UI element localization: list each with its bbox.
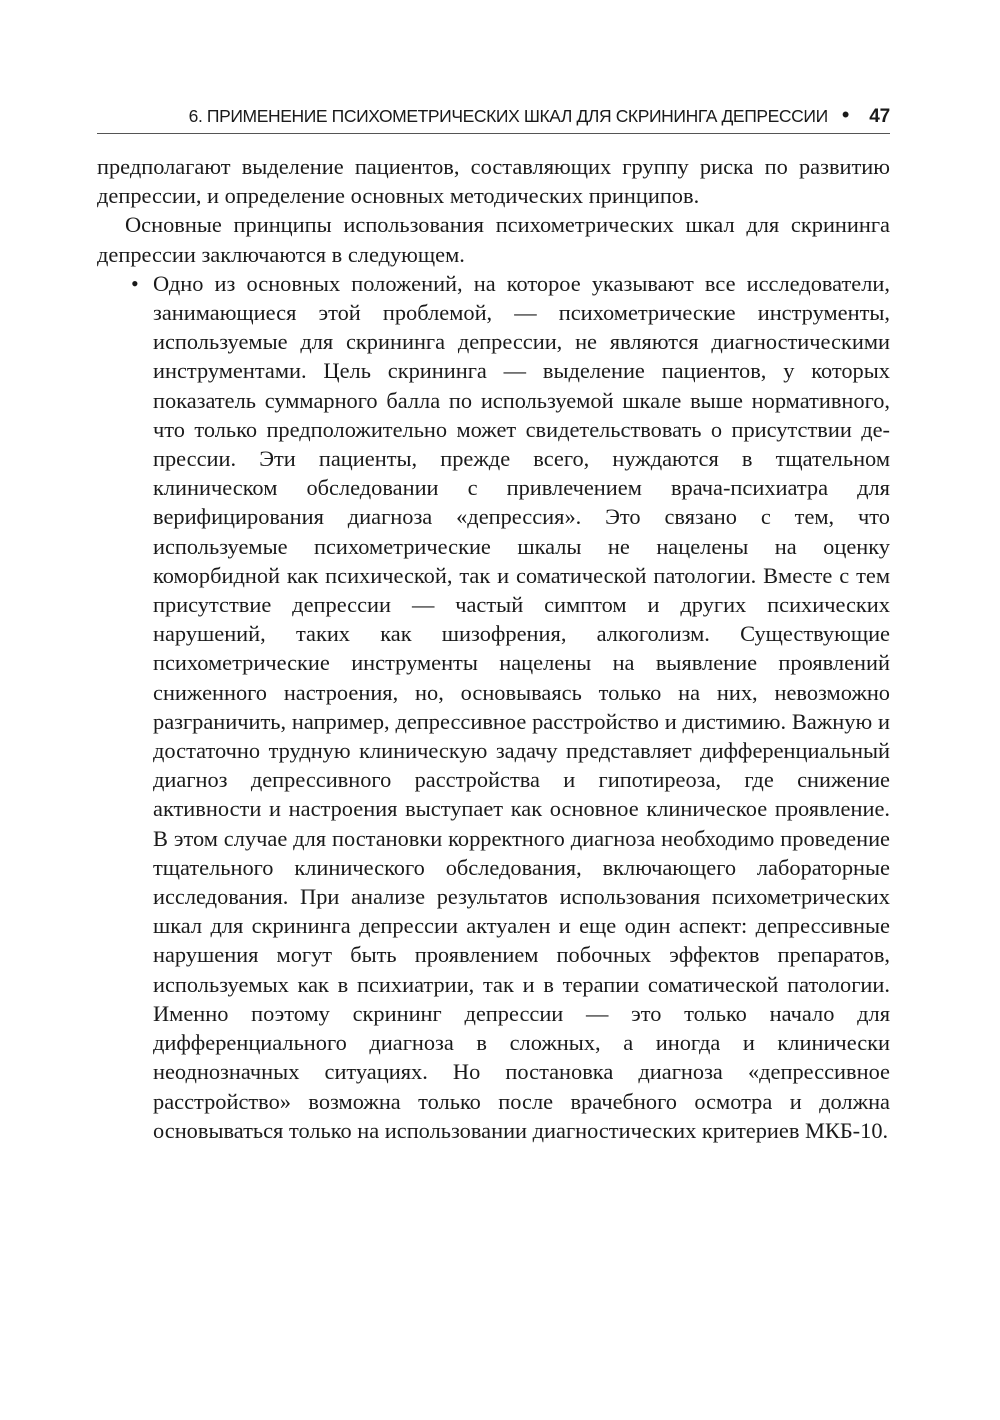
page-body	[97, 152, 890, 1145]
list-item-text: Одно из основных положений, на которое указывают все исследователи, занимающиеся этой проблемой, — психометрические инструменты, используемые для скрининга депрессии, не являются диагностическими инструментами. Цель скрининга — выделение пациентов, у которых показатель суммарного балла по используемой шкале выше нормативного, что только предположительно может свидетельствовать о присутствии депрессии. Эти пациенты, прежде всего, нуждаются в тщательном клиническом обследовании с привлечением врача-психиатра для верифицирования диагноза «депрессия». Это связано с тем, что используемые психометрические шкалы не нацелены на оценку коморбидной как психической, так и соматической патологии. Вместе с тем присутствие депрессии — частый симптом и других психических нарушений, таких как шизофрения, алкоголизм. Существующие психометрические инструменты нацелены на выявление проявлений сниженного настроения, но, основываясь только на них, невозможно разграничить, например, депрессивное расстройство и дистимию. Важную и достаточно трудную клиническую задачу представляет дифференциальный диагноз депрессивного расстройства и гипотиреоза, где снижение активности и настроения выступает как основное клиническое проявление. В этом случае для постановки корректного диагноза необходимо проведение тщательного клинического обследования, включающего лабораторные исследования. При анализе результатов использования психометрических шкал для скрининга депрессии актуален и еще один аспект: депрессивные нарушения могут быть проявлением побочных эффектов препаратов, используемых как в психиатрии, так и в терапии соматической патологии. Именно поэтому скрининг депрессии — это только начало для дифференциального диагноза в сложных, а иногда и клинически неоднозначных ситуациях. Но постановка диагноза «депрессивное расстройство» возможна только после врачебного осмотра и должна основываться только на использовании диагностических критериев МКБ-10.	[153, 270, 890, 1143]
bullet-list	[97, 269, 890, 1145]
paragraph-intro: Основные принципы использования психометрических шкал для скрининга депрессии заключаются в следующем.	[97, 212, 890, 267]
paragraph-continued: предполагают выделение пациентов, составляющих группу риска по развитию депрессии, и определение основных методических принципов.	[97, 154, 890, 209]
header-rule	[97, 133, 890, 134]
page-number: 47	[869, 106, 890, 127]
header-separator: •	[841, 102, 850, 127]
list-item	[97, 269, 890, 1145]
chapter-title: 6. ПРИМЕНЕНИЕ ПСИХОМЕТРИЧЕСКИХ ШКАЛ ДЛЯ СКРИНИНГА ДЕПРЕССИИ	[188, 106, 828, 126]
running-header	[97, 104, 890, 132]
bullet-icon: •	[131, 270, 139, 296]
